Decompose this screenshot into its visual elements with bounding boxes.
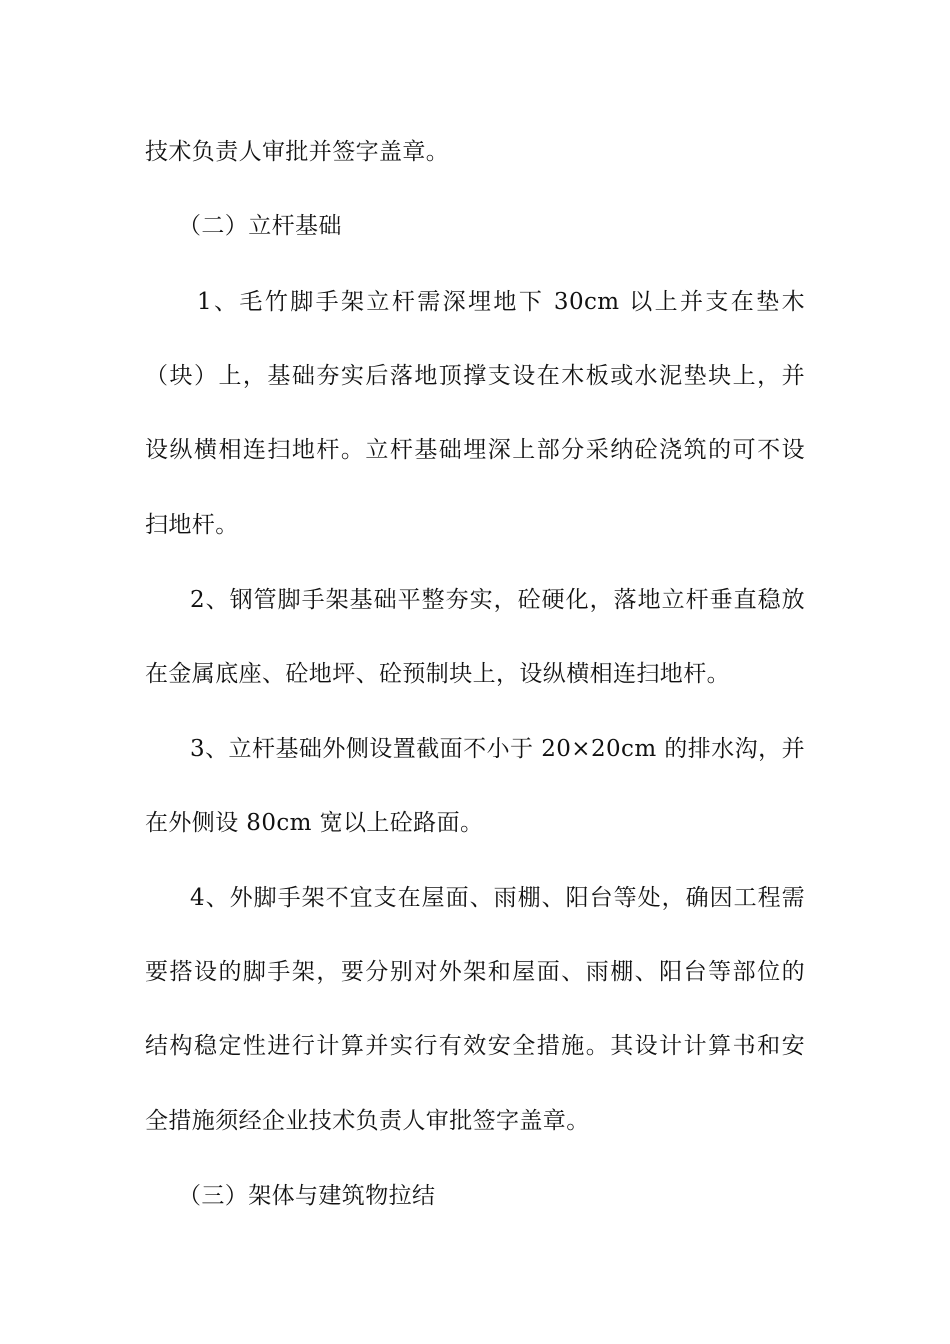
paragraph-line-5: 设纵横相连扫地杆。立杆基础埋深上部分采纳砼浇筑的可不设 xyxy=(145,437,805,463)
paragraph-line-11: 4、外脚手架不宜支在屋面、雨棚、阳台等处，确因工程需 xyxy=(190,885,805,911)
section-heading-2: （二）立杆基础 xyxy=(178,213,342,239)
paragraph-line-8: 在金属底座、砼地坪、砼预制块上，设纵横相连扫地杆。 xyxy=(145,661,730,687)
paragraph-line-1: 技术负责人审批并签字盖章。 xyxy=(145,139,450,165)
section-heading-3: （三）架体与建筑物拉结 xyxy=(178,1183,436,1209)
paragraph-line-10: 在外侧设 80cm 宽以上砼路面。 xyxy=(145,810,484,836)
paragraph-line-9: 3、立杆基础外侧设置截面不小于 20×20cm 的排水沟，并 xyxy=(190,736,805,762)
paragraph-line-13: 结构稳定性进行计算并实行有效安全措施。其设计计算书和安 xyxy=(145,1033,805,1059)
paragraph-line-14: 全措施须经企业技术负责人审批签字盖章。 xyxy=(145,1108,590,1134)
paragraph-line-6: 扫地杆。 xyxy=(145,512,239,538)
paragraph-line-4: （块）上，基础夯实后落地顶撑支设在木板或水泥垫块上，并 xyxy=(145,363,805,389)
paragraph-line-7: 2、钢管脚手架基础平整夯实，砼硬化，落地立杆垂直稳放 xyxy=(190,587,805,613)
paragraph-line-3: 1、毛竹脚手架立杆需深埋地下 30cm 以上并支在垫木 xyxy=(197,289,805,315)
paragraph-line-12: 要搭设的脚手架，要分别对外架和屋面、雨棚、阳台等部位的 xyxy=(145,959,805,985)
